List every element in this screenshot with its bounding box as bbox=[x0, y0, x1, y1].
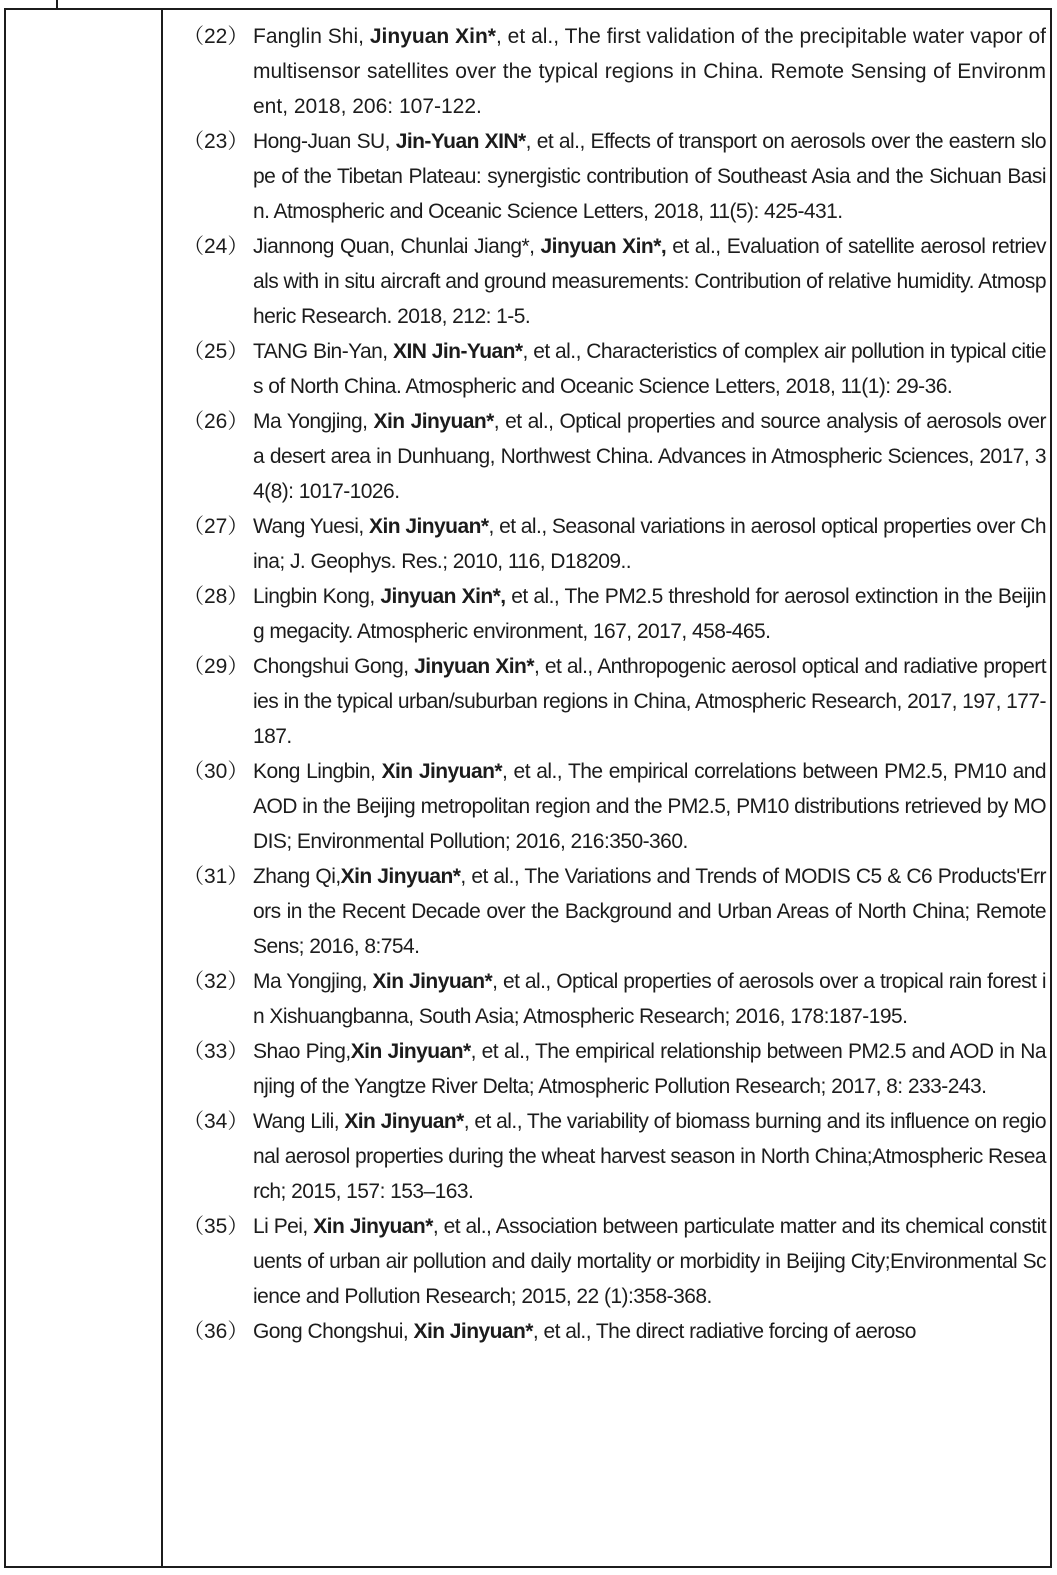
reference-text bbox=[253, 124, 1048, 229]
reference-item-26 bbox=[183, 404, 1048, 509]
reference-text bbox=[253, 19, 1048, 124]
reference-text bbox=[253, 1314, 1048, 1349]
reference-number: （33） bbox=[183, 1040, 249, 1063]
reference-highlight-author: Xin Jinyuan* bbox=[381, 760, 502, 783]
reference-item-23 bbox=[183, 124, 1048, 229]
reference-number: （36） bbox=[183, 1320, 249, 1343]
reference-highlight-author: Jinyuan Xin* bbox=[414, 655, 534, 678]
reference-number: （24） bbox=[183, 235, 249, 258]
reference-author-prefix: Gong Chongshui, bbox=[253, 1320, 414, 1343]
reference-text bbox=[253, 334, 1048, 404]
reference-author-prefix: Ma Yongjing, bbox=[253, 410, 374, 433]
reference-number: （25） bbox=[183, 340, 249, 363]
reference-item-25 bbox=[183, 334, 1048, 404]
reference-text-after: , et al., The empirical relationship between PM2.5 and AOD in Nanjing of the Yangtze River Delta; Atmospheric Pollution Research; 2017, 8: 233-243. bbox=[253, 1040, 1047, 1098]
reference-text-after: , et al., Characteristics of complex air pollution in typical cities of North China. Atmospheric and Oceanic Science Letters, 2018, 11(1): 29-36. bbox=[253, 340, 1047, 398]
reference-highlight-author: Jin-Yuan XIN* bbox=[395, 130, 526, 153]
reference-author-prefix: TANG Bin-Yan, bbox=[253, 340, 393, 363]
reference-text bbox=[253, 964, 1048, 1034]
reference-highlight-author: Jinyuan Xin*, bbox=[380, 585, 506, 608]
reference-text-after: , et al., The direct radiative forcing of aeroso bbox=[532, 1320, 916, 1343]
reference-text-after: , et al., Optical properties of aerosols over a tropical rain forest in Xishuangbanna, South Asia; Atmospheric Research; 2016, 178:187-195. bbox=[253, 970, 1047, 1028]
reference-text bbox=[253, 579, 1048, 649]
reference-author-prefix: Fanglin Shi, bbox=[253, 25, 370, 48]
reference-number: （26） bbox=[183, 410, 249, 433]
reference-text-after: , et al., Seasonal variations in aerosol optical properties over China; J. Geophys. Res.; 2010, 116, D18209.. bbox=[253, 515, 1046, 573]
reference-author-prefix: Ma Yongjing, bbox=[253, 970, 373, 993]
reference-highlight-author: XIN Jin-Yuan* bbox=[393, 340, 523, 363]
reference-number: （22） bbox=[183, 25, 249, 48]
reference-text bbox=[253, 649, 1048, 754]
reference-author-prefix: Chongshui Gong, bbox=[253, 655, 415, 678]
reference-text-after: et al., The PM2.5 threshold for aerosol extinction in the Beijing megacity. Atmospheric environment, 167, 2017, 458-465. bbox=[253, 585, 1046, 643]
reference-item-22 bbox=[183, 19, 1048, 124]
reference-author-prefix: Hong-Juan SU, bbox=[253, 130, 396, 153]
reference-text bbox=[253, 509, 1048, 579]
reference-item-29 bbox=[183, 649, 1048, 754]
reference-item-36 bbox=[183, 1314, 1048, 1349]
reference-highlight-author: Xin Jinyuan* bbox=[350, 1040, 471, 1063]
reference-number: （28） bbox=[183, 585, 249, 608]
reference-text-after: , et al., Optical properties and source analysis of aerosols over a desert area in Dunhuang, Northwest China. Advances in Atmospheric Sciences, 2017, 34(8): 1017-1026. bbox=[253, 410, 1046, 503]
reference-highlight-author: Xin Jinyuan* bbox=[344, 1110, 464, 1133]
reference-text-after: , et al., Anthropogenic aerosol optical and radiative properties in the typical urban/suburban regions in China, Atmospheric Research, 2017, 197, 177-187. bbox=[253, 655, 1046, 748]
reference-highlight-author: Xin Jinyuan* bbox=[369, 515, 489, 538]
reference-text bbox=[253, 404, 1048, 509]
reference-text bbox=[253, 1209, 1048, 1314]
reference-text-after: , et al., Effects of transport on aerosols over the eastern slope of the Tibetan Plateau: synergistic contribution of Southeast Asia and the Sichuan Basin. Atmospheric and Oceanic Science Letters, 2018, 11(5): 425-431. bbox=[253, 130, 1046, 223]
reference-author-prefix: Wang Yuesi, bbox=[253, 515, 370, 538]
reference-number: （35） bbox=[183, 1215, 249, 1238]
reference-highlight-author: Xin Jinyuan* bbox=[313, 1215, 433, 1238]
reference-highlight-author: Jinyuan Xin* bbox=[369, 25, 496, 48]
reference-text bbox=[253, 1034, 1048, 1104]
reference-text bbox=[253, 229, 1048, 334]
publication-table bbox=[4, 8, 1052, 1568]
reference-text-after: et al., Evaluation of satellite aerosol retrievals with in situ aircraft and ground measurements: Contribution of relative humidity. Atmospheric Research. 2018, 212: 1-5. bbox=[253, 235, 1046, 328]
reference-text bbox=[253, 859, 1048, 964]
reference-item-24 bbox=[183, 229, 1048, 334]
reference-highlight-author: Xin Jinyuan* bbox=[373, 410, 494, 433]
reference-item-30 bbox=[183, 754, 1048, 859]
reference-number: （34） bbox=[183, 1110, 249, 1133]
reference-item-28 bbox=[183, 579, 1048, 649]
reference-item-35 bbox=[183, 1209, 1048, 1314]
reference-author-prefix: Li Pei, bbox=[253, 1215, 314, 1238]
reference-number: （23） bbox=[183, 130, 249, 153]
publication-list-cell bbox=[163, 10, 1050, 1566]
reference-text-after: , et al., The variability of biomass burning and its influence on regional aerosol properties during the wheat harvest season in North China;Atmospheric Research; 2015, 157: 153–163. bbox=[253, 1110, 1046, 1203]
reference-author-prefix: Jiannong Quan, Chunlai Jiang*, bbox=[253, 235, 541, 258]
reference-number: （31） bbox=[183, 865, 249, 888]
table-left-empty-cell bbox=[6, 10, 163, 1566]
reference-text-after: , et al., The first validation of the precipitable water vapor of multisensor satellites over the typical regions in China. Remote Sensing of Environment, 2018, 206: 107-122. bbox=[253, 25, 1047, 118]
reference-number: （30） bbox=[183, 760, 249, 783]
reference-item-33 bbox=[183, 1034, 1048, 1104]
reference-author-prefix: Lingbin Kong, bbox=[253, 585, 381, 608]
reference-text-after: , et al., The Variations and Trends of MODIS C5 & C6 Products'Errors in the Recent Decade over the Background and Urban Areas of North China; Remote Sens; 2016, 8:754. bbox=[253, 865, 1046, 958]
reference-author-prefix: Wang Lili, bbox=[253, 1110, 345, 1133]
reference-number: （29） bbox=[183, 655, 249, 678]
reference-text-after: , et al., Association between particulate matter and its chemical constituents of urban air pollution and daily mortality or morbidity in Beijing City;Environmental Science and Pollution Research; 2015, 22 (1):358-368. bbox=[253, 1215, 1046, 1308]
reference-author-prefix: Kong Lingbin, bbox=[253, 760, 382, 783]
reference-text-after: , et al., The empirical correlations between PM2.5, PM10 and AOD in the Beijing metropolitan region and the PM2.5, PM10 distributions retrieved by MODIS; Environmental Pollution; 2016, 216:350-360. bbox=[253, 760, 1046, 853]
reference-highlight-author: Xin Jinyuan* bbox=[340, 865, 461, 888]
reference-item-27 bbox=[183, 509, 1048, 579]
reference-item-32 bbox=[183, 964, 1048, 1034]
reference-number: （27） bbox=[183, 515, 249, 538]
reference-author-prefix: Shao Ping, bbox=[253, 1040, 351, 1063]
reference-number: （32） bbox=[183, 970, 249, 993]
reference-highlight-author: Jinyuan Xin*, bbox=[540, 235, 667, 258]
reference-item-31 bbox=[183, 859, 1048, 964]
reference-highlight-author: Xin Jinyuan* bbox=[413, 1320, 533, 1343]
reference-item-34 bbox=[183, 1104, 1048, 1209]
reference-highlight-author: Xin Jinyuan* bbox=[372, 970, 493, 993]
reference-author-prefix: Zhang Qi, bbox=[253, 865, 341, 888]
reference-text bbox=[253, 1104, 1048, 1209]
reference-text bbox=[253, 754, 1048, 859]
